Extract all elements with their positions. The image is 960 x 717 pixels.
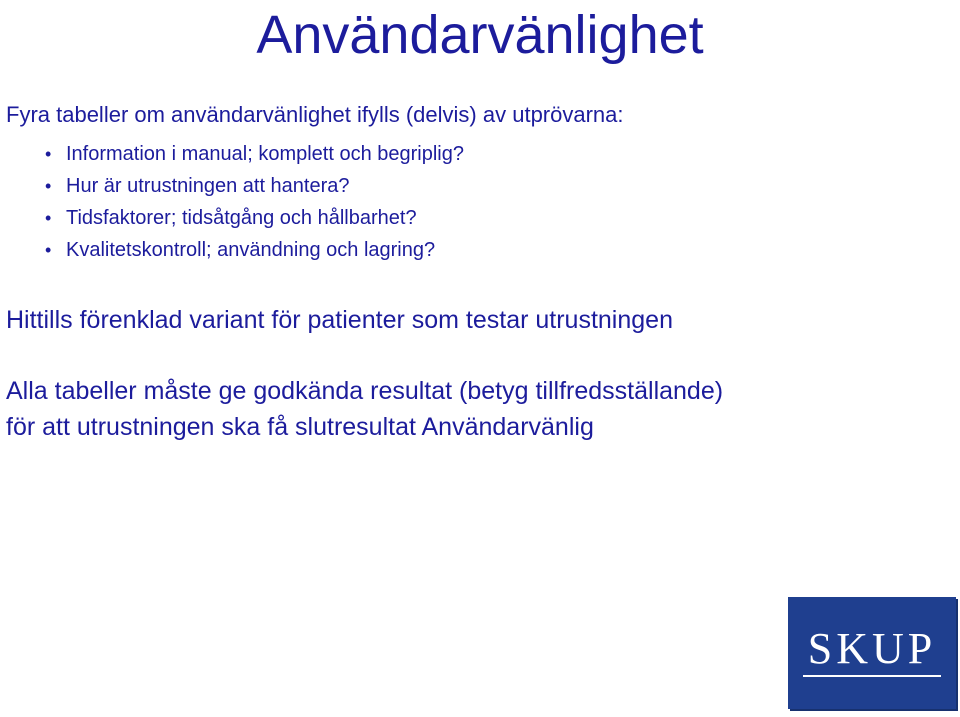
- slide-title: Användarvänlighet: [256, 5, 704, 65]
- paragraph-requirements-line-2: för att utrustningen ska få slutresultat Användarvänlig: [6, 413, 594, 441]
- bullet-text: Hur är utrustningen att hantera?: [66, 175, 350, 197]
- paragraph-simplified-variant: Hittills förenklad variant för patienter som testar utrustningen: [6, 306, 673, 334]
- bullet-icon: •: [45, 208, 52, 228]
- intro-text: Fyra tabeller om användarvänlighet ifylls (delvis) av utprövarna:: [6, 102, 624, 127]
- bullet-item: [0, 234, 464, 266]
- paragraph-requirements-line-1: Alla tabeller måste ge godkända resultat (betyg tillfredsställande): [6, 377, 724, 405]
- bullet-item: [0, 138, 464, 170]
- bullet-list: [0, 138, 464, 266]
- bullet-icon: •: [45, 240, 52, 260]
- bullet-item: [0, 170, 464, 202]
- skup-logo: [788, 597, 956, 709]
- skup-logo-text: SKUP: [807, 624, 937, 673]
- paragraph-requirements: [6, 373, 723, 445]
- bullet-text: Information i manual; komplett och begriplig?: [66, 143, 464, 165]
- bullet-icon: •: [45, 144, 52, 164]
- bullet-text: Kvalitetskontroll; användning och lagring?: [66, 239, 436, 261]
- skup-logo-rule: [803, 675, 941, 677]
- bullet-item: [0, 202, 464, 234]
- bullet-text: Tidsfaktorer; tidsåtgång och hållbarhet?: [66, 207, 417, 229]
- bullet-icon: •: [45, 176, 52, 196]
